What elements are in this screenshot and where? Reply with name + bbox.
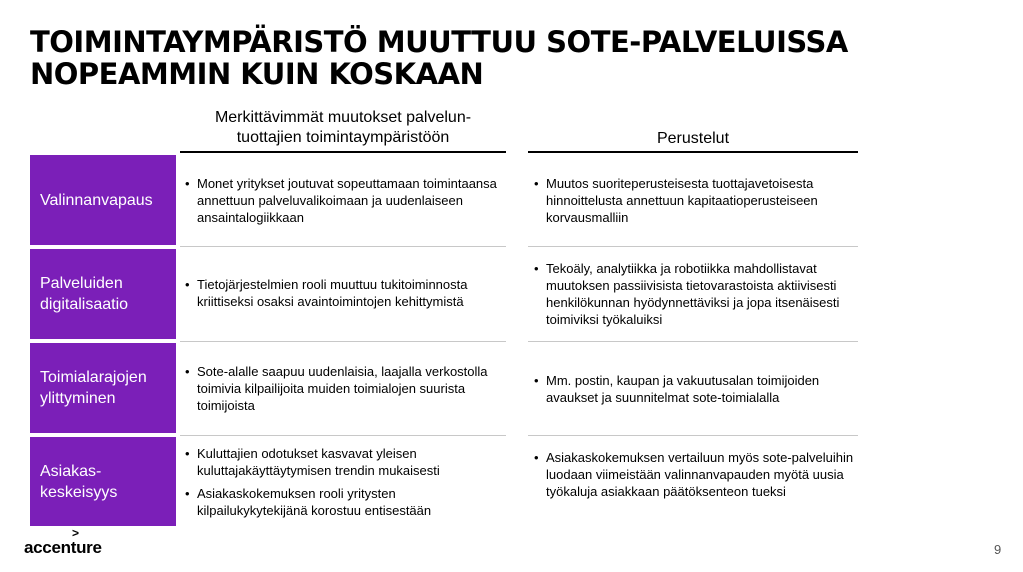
bullet-item: • Asiakaskokemuksen rooli yritysten kilpailukykytekijänä korostuu entisestään [181, 485, 501, 519]
accenture-logo-mark: > [72, 526, 80, 540]
row-separator [180, 246, 506, 247]
bullet-item: • Asiakaskokemuksen vertailuun myös sote-palveluihin luodaan viimeistään valinnanvapauden myötä uusia työkaluja asiakkaan päätöksenteon tueksi [530, 449, 860, 500]
row-label-line-1: Asiakas- [40, 462, 102, 480]
header-underline-changes [180, 151, 506, 153]
changes-cell-2 [181, 276, 501, 316]
row-separator [528, 341, 858, 342]
row-separator [528, 246, 858, 247]
row-label-line-1: Palveluiden [40, 275, 123, 292]
column-header-changes-line-1: Merkittävimmät muutokset palvelun- [214, 109, 472, 126]
title-line-2: NOPEAMMIN KUIN KOSKAAN [30, 57, 484, 91]
rationale-cell-1 [530, 175, 860, 232]
rationale-cell-3 [530, 372, 860, 412]
rationale-cell-4 [530, 449, 860, 506]
accenture-logo: accenture [24, 538, 102, 557]
row-label-toimialarajojen [30, 343, 176, 433]
title-line-1: TOIMINTAYMPÄRISTÖ MUUTTUU SOTE-PALVELUISSA [30, 25, 848, 59]
row-label-valinnanvapaus [30, 155, 176, 245]
row-label-line-1: Toimialarajojen [40, 369, 147, 386]
bullet-item: • Tietojärjestelmien rooli muuttuu tukitoiminnosta kriittiseksi osaksi avaintoimintojen kehittymistä [181, 276, 501, 310]
column-header-rationale: Perustelut [656, 130, 730, 147]
row-label-line-2: digitalisaatio [40, 296, 129, 313]
row-label-line-2: keskeisyys [40, 483, 118, 501]
changes-cell-4 [181, 445, 501, 525]
slide-title [30, 26, 1010, 90]
changes-cell-3 [181, 363, 501, 420]
row-separator [180, 341, 506, 342]
row-label-digitalisaatio [30, 249, 176, 339]
column-header-changes [180, 108, 506, 148]
row-label-asiakaskeskeisyys [30, 437, 176, 526]
row-separator [528, 435, 858, 436]
row-label-line-2: ylittyminen [40, 390, 116, 407]
bullet-item: • Mm. postin, kaupan ja vakuutusalan toimijoiden avaukset ja suunnitelmat sote-toimialalla [530, 372, 860, 406]
column-header-changes-line-2: tuottajien toimintaympäristöön [236, 129, 450, 146]
rationale-cell-2 [530, 260, 860, 334]
row-label-line-1: Valinnanvapaus [40, 191, 153, 209]
row-separator [180, 435, 506, 436]
bullet-item: • Muutos suoriteperusteisesta tuottajavetoisesta hinnoittelusta annettuun kapitaatioperusteiseen korvausmalliin [530, 175, 860, 226]
bullet-item: • Tekoäly, analytiikka ja robotiikka mahdollistavat muutoksen passiivisista tietovarastoista aktiivisesti henkilökunnan hyödynnettäviksi ja jopa itsenäisesti toimiviksi työkaluiksi [530, 260, 860, 328]
bullet-item: • Kuluttajien odotukset kasvavat yleisen kuluttajakäyttäytymisen trendin mukaisesti [181, 445, 501, 479]
changes-cell-1 [181, 175, 501, 232]
header-underline-rationale [528, 151, 858, 153]
bullet-item: • Monet yritykset joutuvat sopeuttamaan toimintaansa annettuun palveluvalikoimaan ja uudenlaiseen ansaintalogiikkaan [181, 175, 501, 226]
page-number: 9 [994, 542, 1002, 557]
bullet-item: • Sote-alalle saapuu uudenlaisia, laajalla verkostolla toimivia kilpailijoita muiden toimialojen suurista toimijoista [181, 363, 501, 414]
